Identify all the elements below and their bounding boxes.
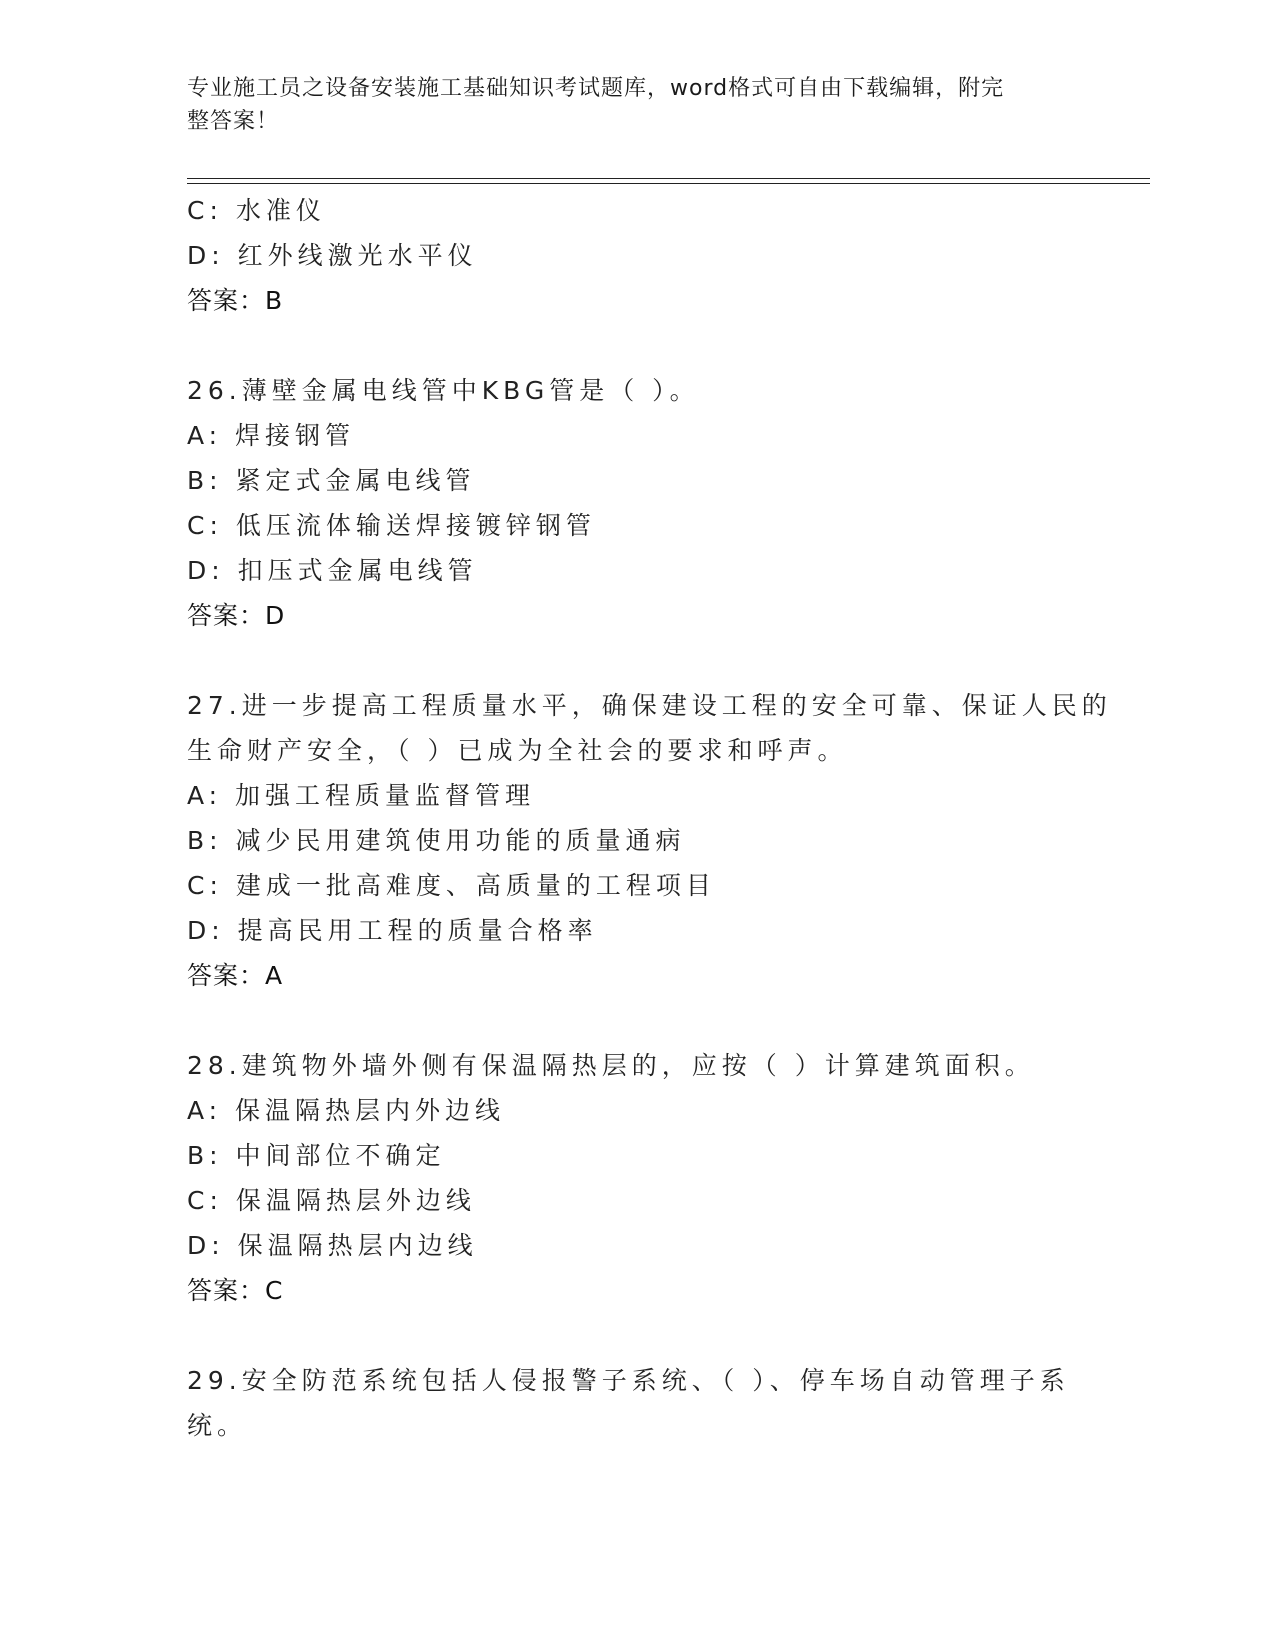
option-c: C: 建成一批高难度、高质量的工程项目 xyxy=(187,871,716,900)
question-stem-line-2: 统。 xyxy=(187,1411,248,1440)
question-list xyxy=(187,188,1112,1448)
option-c: C: 保温隔热层外边线 xyxy=(187,1186,476,1215)
question-stem-line-1: 27.进一步提高工程质量水平，确保建设工程的安全可靠、保证人民的 xyxy=(187,691,1112,720)
question-29 xyxy=(187,1358,1087,1448)
option-d: D: 保温隔热层内边线 xyxy=(187,1231,478,1260)
option-b: B: 减少民用建筑使用功能的质量通病 xyxy=(187,826,686,855)
previous-question-tail xyxy=(187,188,1087,323)
option-d: D: 扣压式金属电线管 xyxy=(187,556,478,585)
spacer xyxy=(187,998,1087,1043)
option-b: B: 中间部位不确定 xyxy=(187,1141,446,1170)
option-c: C: 低压流体输送焊接镀锌钢管 xyxy=(187,511,596,540)
option-d: D: 提高民用工程的质量合格率 xyxy=(187,916,598,945)
option-a: A: 加强工程质量监督管理 xyxy=(187,781,536,810)
answer-text: 答案：C xyxy=(187,1276,284,1305)
answer-text: 答案：B xyxy=(187,286,284,315)
question-stem-line-2: 生命财产安全，（ ）已成为全社会的要求和呼声。 xyxy=(187,736,848,765)
question-26 xyxy=(187,368,1087,638)
option-d: D: 红外线激光水平仪 xyxy=(187,241,478,270)
question-stem: 28.建筑物外墙外侧有保温隔热层的，应按（ ）计算建筑面积。 xyxy=(187,1051,1035,1080)
option-a: A: 保温隔热层内外边线 xyxy=(187,1096,506,1125)
spacer xyxy=(187,1313,1087,1358)
answer-text: 答案：A xyxy=(187,961,284,990)
header-divider-top xyxy=(187,178,1150,179)
question-28 xyxy=(187,1043,1087,1313)
header-line-1: 专业施工员之设备安装施工基础知识考试题库，word格式可自由下载编辑，附完 xyxy=(187,76,1005,101)
answer-text: 答案：D xyxy=(187,601,286,630)
question-stem: 26.薄壁金属电线管中KBG管是（ ）。 xyxy=(187,376,700,405)
option-b: B: 紧定式金属电线管 xyxy=(187,466,476,495)
option-c: C: 水准仪 xyxy=(187,196,326,225)
spacer xyxy=(187,323,1087,368)
question-stem-line-1: 29.安全防范系统包括人侵报警子系统、（ ）、停车场自动管理子系 xyxy=(187,1366,1070,1395)
document-header xyxy=(187,72,1067,138)
spacer xyxy=(187,638,1087,683)
option-a: A: 焊接钢管 xyxy=(187,421,356,450)
header-line-2: 整答案！ xyxy=(187,109,280,134)
header-divider-bottom xyxy=(187,183,1150,184)
question-27 xyxy=(187,683,1112,998)
